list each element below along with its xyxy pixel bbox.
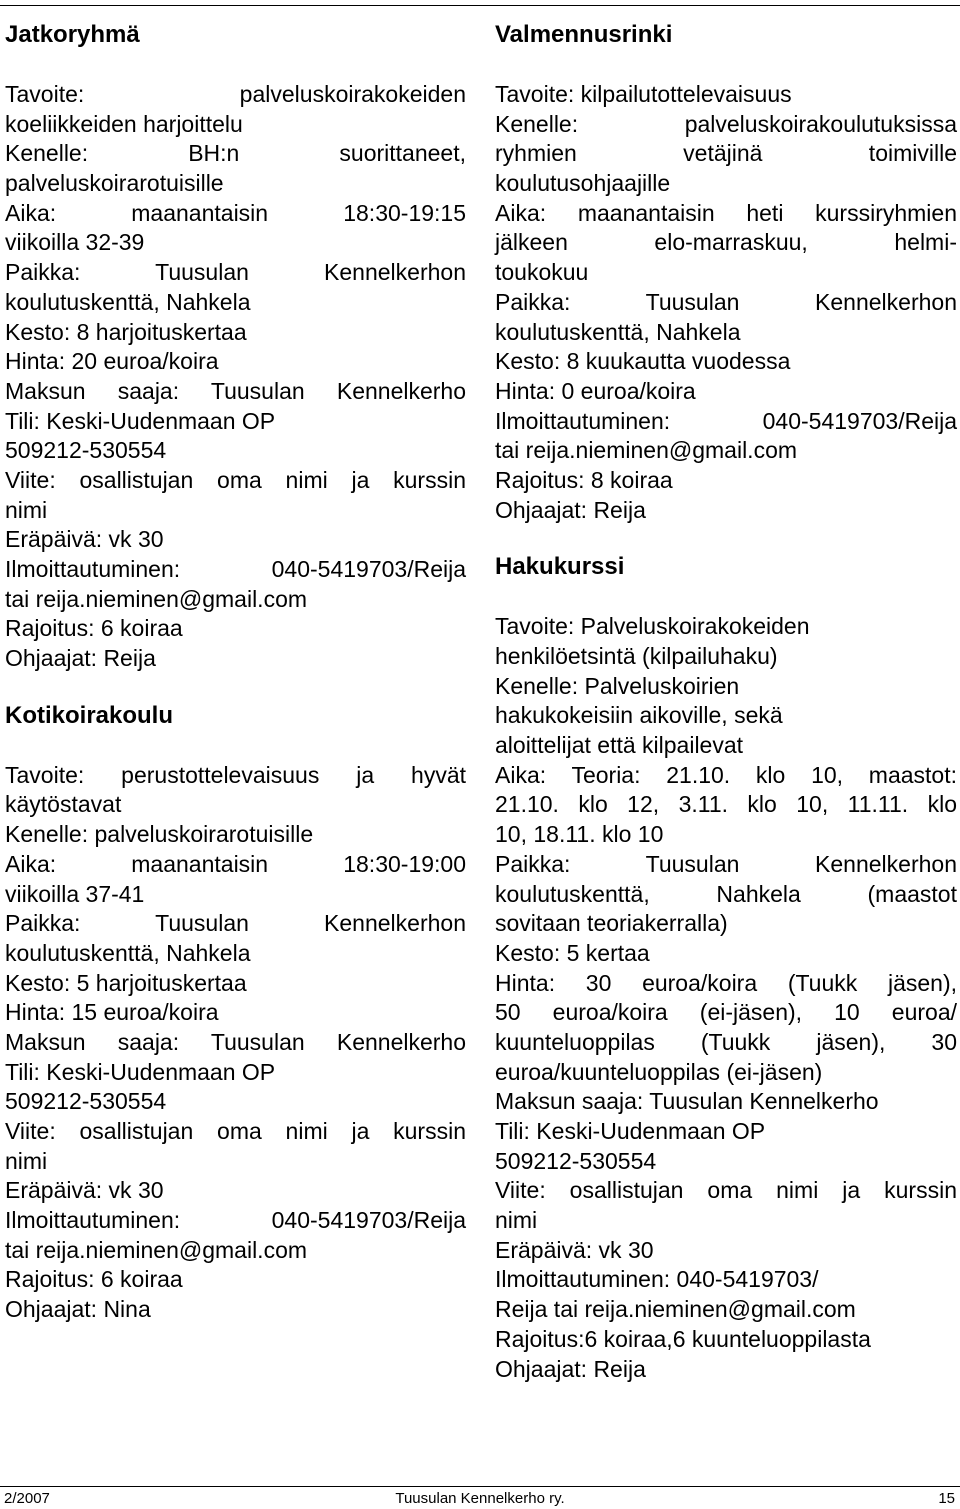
text-line: nimi bbox=[495, 1207, 538, 1234]
text-line: aloittelijat että kilpailevat bbox=[495, 732, 744, 759]
text-line: tai reija.nieminen@gmail.com bbox=[5, 1236, 308, 1263]
text-line: Rajoitus: 6 koiraa bbox=[5, 615, 183, 642]
page-number: 15 bbox=[938, 1490, 955, 1507]
text-line: Ohjaajat: Reija bbox=[495, 496, 646, 523]
text-line: Tavoite: kilpailutottelevaisuus bbox=[495, 81, 792, 107]
text-line: Tili: Keski-Uudenmaan OP bbox=[5, 1058, 276, 1085]
text-line: Paikka: Tuusulan Kennelkerhon bbox=[495, 288, 957, 315]
text-line: Kenelle: palveluskoirakoulutuksissa bbox=[495, 110, 957, 137]
text-line: Eräpäivä: vk 30 bbox=[5, 1177, 164, 1204]
text-line: koeliikkeiden harjoittelu bbox=[5, 110, 243, 137]
text-line: käytöstavat bbox=[5, 791, 122, 818]
text-line: Maksun saaja: Tuusulan Kennelkerho bbox=[5, 1028, 466, 1055]
section-heading: Kotikoirakoulu bbox=[5, 701, 174, 729]
right-column bbox=[495, 14, 957, 1384]
text-line: Tavoite: perustottelevaisuus ja hyvät bbox=[5, 761, 466, 788]
text-line: Eräpäivä: vk 30 bbox=[5, 526, 164, 553]
text-line: palveluskoirarotuisille bbox=[5, 170, 224, 197]
section-heading: Valmennusrinki bbox=[495, 21, 673, 48]
text-line: Tavoite: Palveluskoirakokeiden bbox=[495, 613, 810, 640]
course-section bbox=[495, 19, 957, 525]
text-line: koulutusohjaajille bbox=[495, 170, 671, 197]
text-line: Kesto: 5 harjoituskertaa bbox=[5, 969, 247, 996]
text-line: Kesto: 5 kertaa bbox=[495, 939, 650, 966]
text-line: Tili: Keski-Uudenmaan OP bbox=[5, 407, 276, 434]
text-line: Ilmoittautuminen: 040-5419703/ bbox=[495, 1266, 819, 1293]
text-line: 509212-530554 bbox=[495, 1147, 657, 1174]
text-line: Reija tai reija.nieminen@gmail.com bbox=[495, 1296, 856, 1323]
text-line: koulutuskenttä, Nahkela bbox=[5, 939, 251, 966]
text-line: Ohjaajat: Reija bbox=[495, 1355, 646, 1382]
text-line: Aika: maanantaisin heti kurssiryhmien bbox=[495, 199, 957, 226]
text-line: Aika: Teoria: 21.10. klo 10, maastot: bbox=[495, 761, 957, 788]
text-line: Eräpäivä: vk 30 bbox=[495, 1236, 654, 1263]
course-section bbox=[5, 700, 466, 1325]
text-line: tai reija.nieminen@gmail.com bbox=[5, 585, 308, 612]
text-line: 509212-530554 bbox=[5, 1088, 167, 1115]
text-line: Kenelle: palveluskoirarotuisille bbox=[5, 821, 314, 848]
text-line: nimi bbox=[5, 1147, 48, 1174]
text-line: viikoilla 37-41 bbox=[5, 880, 145, 907]
text-line: 21.10. klo 12, 3.11. klo 10, 11.11. klo bbox=[495, 791, 957, 818]
text-line: koulutuskenttä, Nahkela (maastot bbox=[495, 880, 957, 907]
issue-number: 2/2007 bbox=[4, 1490, 50, 1507]
text-line: Paikka: Tuusulan Kennelkerhon bbox=[495, 850, 957, 877]
top-rule bbox=[0, 5, 960, 6]
text-line: Ilmoittautuminen: 040-5419703/Reija bbox=[495, 407, 957, 434]
text-line: Aika: maanantaisin 18:30-19:15 bbox=[5, 199, 466, 226]
text-line: Hinta: 15 euroa/koira bbox=[5, 999, 219, 1026]
text-line: Tili: Keski-Uudenmaan OP bbox=[495, 1118, 766, 1144]
text-line: Paikka: Tuusulan Kennelkerhon bbox=[5, 910, 466, 937]
text-line: koulutuskenttä, Nahkela bbox=[5, 288, 251, 315]
text-line: hakukokeisiin aikoville, sekä bbox=[495, 702, 783, 729]
text-line: Viite: osallistujan oma nimi ja kurssin bbox=[5, 466, 466, 493]
text-line: Ohjaajat: Reija bbox=[5, 645, 156, 672]
text-line: viikoilla 32-39 bbox=[5, 229, 145, 256]
text-line: Tavoite: palveluskoirakokeiden bbox=[5, 81, 466, 107]
text-line: 10, 18.11. klo 10 bbox=[495, 821, 664, 848]
text-line: Rajoitus:6 koiraa,6 kuunteluoppilasta bbox=[495, 1325, 871, 1352]
text-line: Ohjaajat: Nina bbox=[5, 1296, 151, 1323]
text-line: Maksun saaja: Tuusulan Kennelkerho bbox=[495, 1088, 879, 1115]
text-line: sovitaan teoriakerralla) bbox=[495, 910, 728, 937]
text-line: Hinta: 30 euroa/koira (Tuukk jäsen), bbox=[495, 969, 957, 996]
course-section bbox=[5, 19, 466, 674]
footer-rule bbox=[0, 1486, 960, 1487]
left-column bbox=[5, 14, 466, 1325]
text-line: euroa/kuunteluoppilas (ei-jäsen) bbox=[495, 1058, 823, 1085]
text-line: Hinta: 0 euroa/koira bbox=[495, 377, 696, 404]
text-line: Rajoitus: 8 koiraa bbox=[495, 466, 673, 493]
text-line: Maksun saaja: Tuusulan Kennelkerho bbox=[5, 377, 466, 404]
text-line: Kesto: 8 harjoituskertaa bbox=[5, 318, 247, 345]
text-line: Kesto: 8 kuukautta vuodessa bbox=[495, 348, 791, 375]
text-line: Rajoitus: 6 koiraa bbox=[5, 1266, 183, 1293]
text-line: tai reija.nieminen@gmail.com bbox=[495, 437, 798, 464]
text-line: 509212-530554 bbox=[5, 437, 167, 464]
text-line: Hinta: 20 euroa/koira bbox=[5, 348, 219, 375]
text-line: jälkeen elo-marraskuu, helmi- bbox=[495, 229, 957, 256]
text-line: Viite: osallistujan oma nimi ja kurssin bbox=[5, 1118, 466, 1144]
section-heading: Jatkoryhmä bbox=[5, 21, 140, 48]
page-footer bbox=[0, 1490, 960, 1508]
text-line: koulutuskenttä, Nahkela bbox=[495, 318, 741, 345]
text-line: ryhmien vetäjinä toimiville bbox=[495, 140, 957, 167]
text-line: Kenelle: Palveluskoirien bbox=[495, 672, 740, 699]
publisher-name: Tuusulan Kennelkerho ry. bbox=[395, 1490, 565, 1507]
text-line: 50 euroa/koira (ei-jäsen), 10 euroa/ bbox=[495, 999, 957, 1026]
text-line: kuunteluoppilas (Tuukk jäsen), 30 bbox=[495, 1028, 957, 1055]
text-line: Viite: osallistujan oma nimi ja kurssin bbox=[495, 1177, 957, 1204]
section-heading: Hakukurssi bbox=[495, 553, 625, 581]
text-line: Kenelle: BH:n suorittaneet, bbox=[5, 140, 466, 167]
text-line: nimi bbox=[5, 496, 48, 523]
course-section bbox=[495, 551, 957, 1384]
text-line: henkilöetsintä (kilpailuhaku) bbox=[495, 643, 778, 669]
text-line: toukokuu bbox=[495, 259, 589, 286]
text-line: Ilmoittautuminen: 040-5419703/Reija bbox=[5, 556, 466, 582]
text-line: Ilmoittautuminen: 040-5419703/Reija bbox=[5, 1207, 466, 1234]
text-line: Paikka: Tuusulan Kennelkerhon bbox=[5, 259, 466, 286]
text-line: Aika: maanantaisin 18:30-19:00 bbox=[5, 850, 466, 877]
